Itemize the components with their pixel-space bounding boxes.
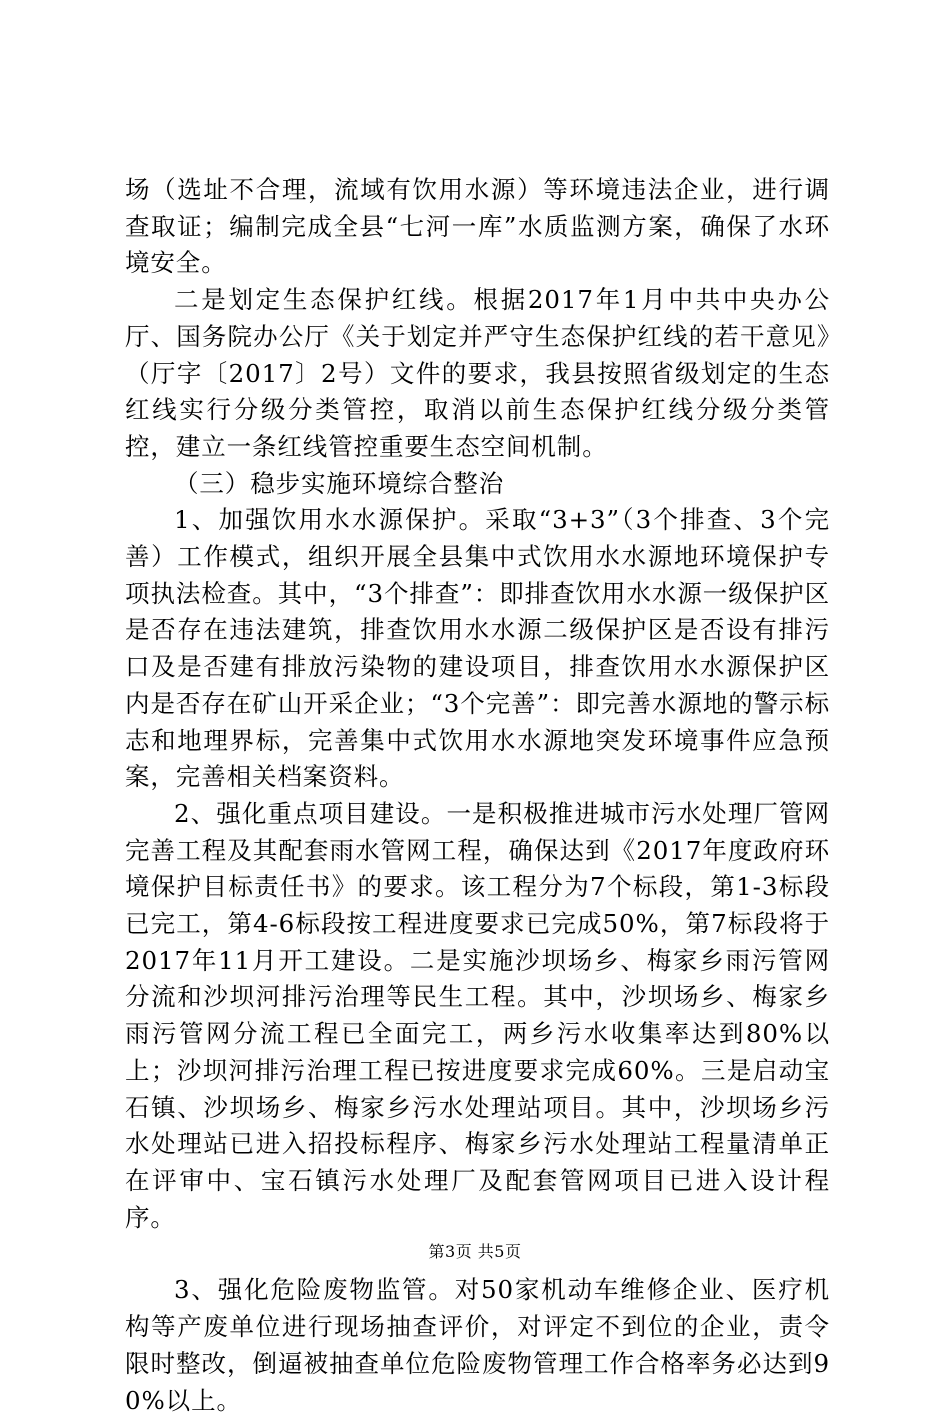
paragraph-ecological-redline: 二是划定生态保护红线。根据2017年1月中共中央办公厅、国务院办公厅《关于划定并严守生态保护红线的若干意见》（厅字〔2017〕2号）文件的要求，我县按照省级划定的生态红线实行分级分类管控，取消以前生态保护红线分级分类管控，建立一条红线管控重要生态空间机制。 — [125, 285, 830, 461]
paragraph-hazardous-waste: 3、强化危险废物监管。对50家机动车维修企业、医疗机构等产废单位进行现场抽查评价，对评定不到位的企业，责令限时整改，倒逼被抽查单位危险废物管理工作合格率务必达到90%以上。 — [125, 1275, 830, 1415]
page-number-footer: 第3页 共5页 — [428, 1242, 522, 1261]
section-heading-environment-remediation: （三）稳步实施环境综合整治 — [174, 468, 505, 498]
paragraph-key-projects: 2、强化重点项目建设。一是积极推进城市污水处理厂管网完善工程及其配套雨水管网工程，确保达到《2017年度政府环境保护目标责任书》的要求。该工程分为7个标段，第1-3标段已完工，第4-6标段按工程进度要求已完成50%，第7标段将于2017年11月开工建设。二是实施沙坝场乡、梅家乡雨污管网分流和沙坝河排污治理等民生工程。其中，沙坝场乡、梅家乡雨污管网分流工程已全面完工，两乡污水收集率达到80%以上；沙坝河排污治理工程已按进度要求完成60%。三是启动宝石镇、沙坝场乡、梅家乡污水处理站项目。其中，沙坝场乡污水处理站已进入招投标程序、梅家乡污水处理站工程量清单正在评审中、宝石镇污水处理厂及配套管网项目已进入设计程序。 — [125, 798, 830, 1232]
paragraph-water-environment: 场（选址不合理，流域有饮用水源）等环境违法企业，进行调查取证；编制完成全县“七河一库”水质监测方案，确保了水环境安全。 — [125, 175, 830, 278]
document-body — [125, 172, 830, 1419]
paragraph-drinking-water-protection: 1、加强饮用水水源保护。采取“3+3”（3个排查、3个完善）工作模式，组织开展全县集中式饮用水水源地环境保护专项执法检查。其中，“3个排查”：即排查饮用水水源一级保护区是否存在违法建筑，排查饮用水水源二级保护区是否设有排污口及是否建有排放污染物的建设项目，排查饮用水水源保护区内是否存在矿山开采企业；“3个完善”：即完善水源地的警示标志和地理界标，完善集中式饮用水水源地突发环境事件应急预案，完善相关档案资料。 — [125, 505, 830, 792]
